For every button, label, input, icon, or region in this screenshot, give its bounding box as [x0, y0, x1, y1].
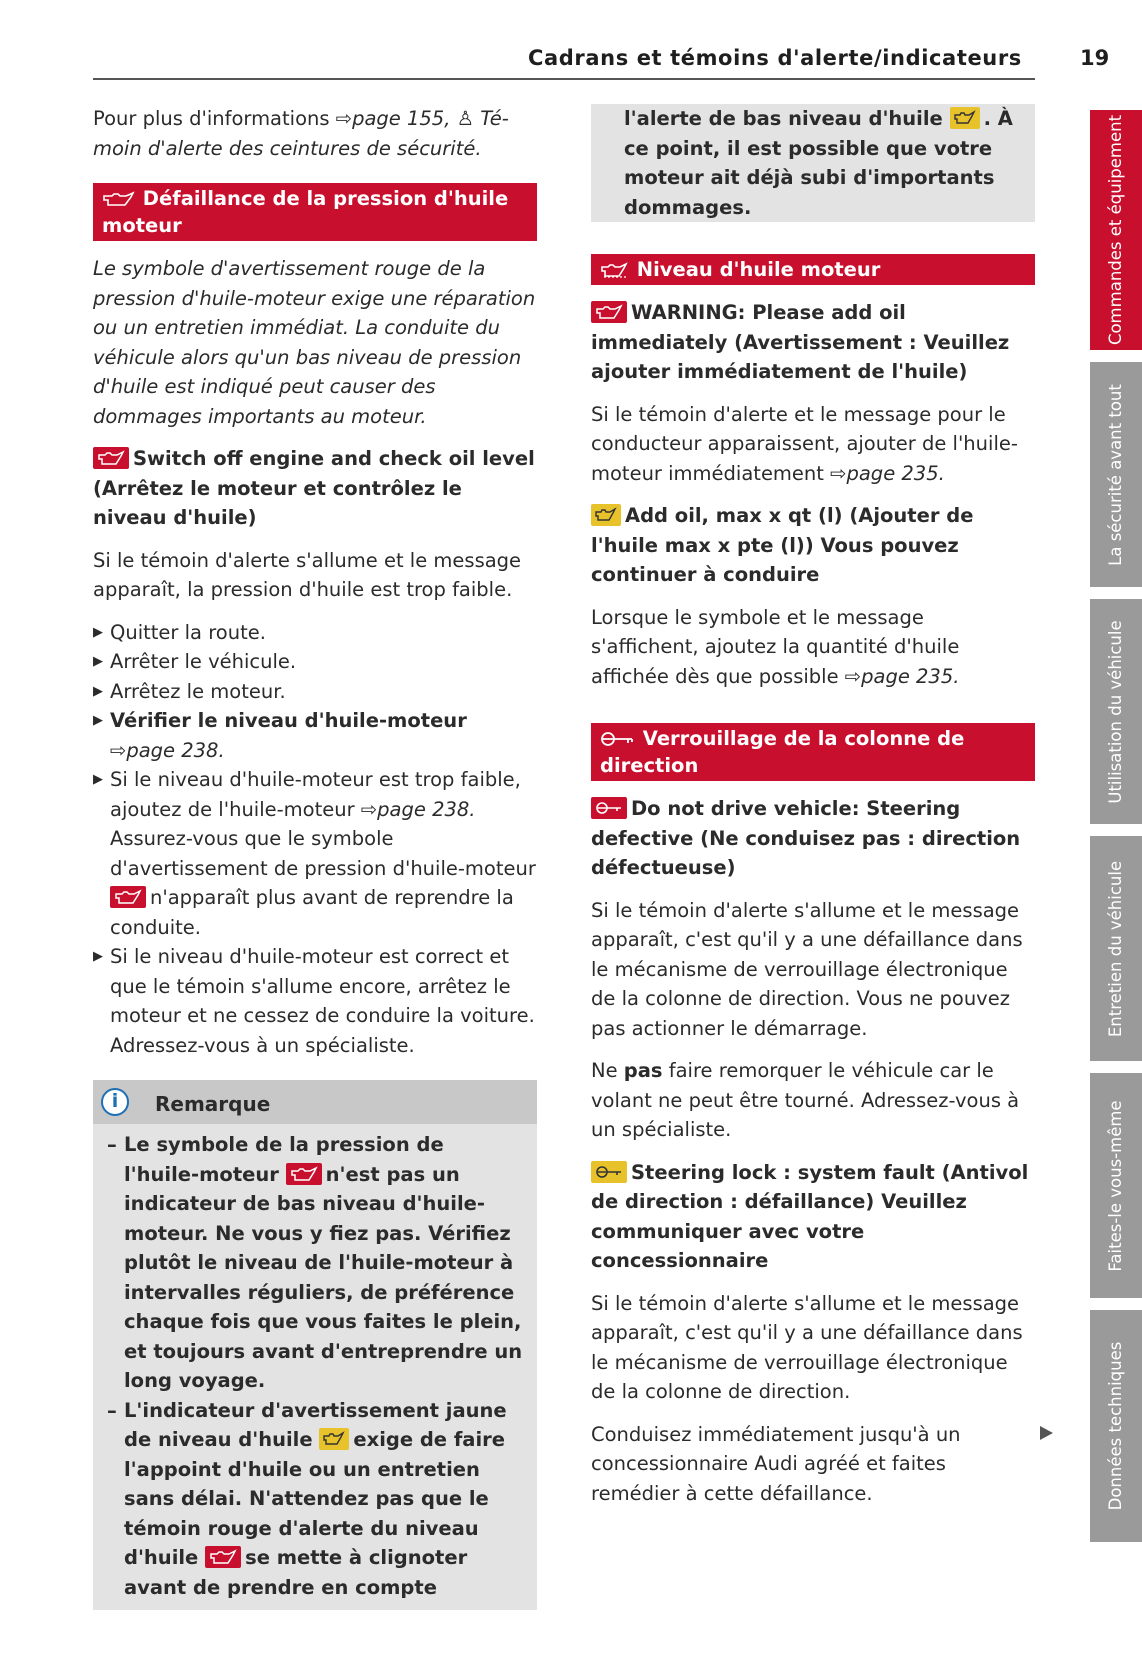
oil-level-yellow-icon	[591, 504, 621, 526]
list-item: ▶ Quitter la route.	[93, 620, 266, 644]
note-body	[93, 1124, 537, 1610]
section-heading-steering-lock: Verrouillage de la colonne de direction	[591, 723, 1035, 781]
message-steering-defective-desc: Si le témoin d'alerte s'allume et le message apparaît, c'est qu'il y a une défaillance dans le mécanisme de verrouillage électronique de la colonne de direction. Vous ne pouvez pas actionner le démarrage.	[591, 898, 1023, 1040]
note-continuation: l'alerte de bas niveau d'huile . À ce point, il est possible que votre moteur ait déjà subi d'importants dommages.	[591, 104, 1035, 222]
message-add-oil-desc: Si le témoin d'alerte et le message pour le conducteur apparaissent, ajouter de l'huile-moteur immédiatement ⇨page 235.	[591, 402, 1018, 485]
note-header	[93, 1080, 537, 1124]
steering-lock-red-icon	[591, 797, 627, 819]
message-add-oil-max-desc: Lorsque le symbole et le message s'affichent, ajoutez la quantité d'huile affichée dès que possible ⇨page 235.	[591, 605, 960, 688]
seatbelt-icon: ♙	[456, 107, 475, 130]
message-steering-lock-fault-action: Conduisez immédiatement jusqu'à un concessionnaire Audi agréé et faites remédier à cette défaillance.	[591, 1422, 961, 1505]
arrow-ref-icon: ⇨	[110, 738, 127, 762]
list-item: ▶ Arrêter le véhicule.	[93, 650, 297, 673]
oil-pressure-warning-icon	[93, 447, 129, 469]
tab-utilisation[interactable]: Utilisation du véhicule	[1090, 599, 1142, 824]
right-column	[591, 104, 1035, 1521]
tab-entretien[interactable]: Entretien du véhicule	[1090, 836, 1142, 1061]
tab-securite[interactable]: La sécurité avant tout	[1090, 362, 1142, 587]
oil-level-yellow-icon	[950, 107, 980, 129]
tab-donnees[interactable]: Données techniques	[1090, 1310, 1142, 1542]
message-oil-pressure-desc: Si le témoin d'alerte s'allume et le message apparaît, la pression d'huile est trop faible.	[93, 548, 522, 601]
section1-description: Le symbole d'avertissement rouge de la pression d'huile-moteur exige une réparation ou un entretien immédiat. La conduite du véhicule alors qu'un bas niveau de pression d'huile est indiqué peut causer des dommages importants au moteur.	[93, 257, 536, 428]
message-steering-tow-note: Ne pas faire remorquer le véhicule car le volant ne peut être tourné. Adressez-vous à un spécialiste.	[591, 1059, 1020, 1141]
oil-pressure-warning-icon	[286, 1163, 322, 1185]
list-item: ▶ Arrêtez le moteur.	[93, 679, 286, 703]
page-ref-link[interactable]: page 235.	[846, 461, 945, 485]
steering-lock-yellow-icon	[591, 1161, 627, 1183]
left-column	[93, 104, 537, 1610]
message-oil-pressure: Switch off engine and check oil level (Arrêtez le moteur et contrôlez le niveau d'huile)	[93, 447, 535, 529]
info-icon: i	[101, 1088, 129, 1116]
arrow-ref-icon: ⇨	[360, 797, 378, 821]
list-item: ▶ Si le niveau d'huile-moteur est trop faible, ajoutez de l'huile-moteur ⇨page 238. Assurez-vous que le symbole d'avertissement de pression d'huile-moteur n'apparaît plus avant de reprendre la conduite.	[93, 768, 536, 939]
oil-level-red-icon	[205, 1546, 241, 1568]
list-item: ▶ Vérifier le niveau d'huile-moteur ⇨page 238.	[93, 709, 467, 762]
message-steering-lock-fault: Steering lock : system fault (Antivol de direction : défaillance) Veuillez communiquer avec votre concessionnaire	[591, 1160, 1029, 1272]
arrow-ref-icon: ⇨	[844, 664, 862, 688]
note-title: Remarque	[155, 1092, 271, 1116]
next-page-arrow-icon	[1040, 1426, 1053, 1440]
page-header-title: Cadrans et témoins d'alerte/indicateurs	[528, 46, 1022, 70]
tab-commandes[interactable]: Commandes et équipement	[1090, 110, 1142, 350]
page-number: 19	[1080, 46, 1110, 70]
message-steering-defective: Do not drive vehicle: Steering defective (Ne conduisez pas : direction défectueuse)	[591, 797, 1021, 879]
page-ref-link[interactable]: page 155,	[352, 107, 451, 130]
tab-faites-le[interactable]: Faites-le vous-même	[1090, 1073, 1142, 1298]
message-add-oil-immediately: WARNING: Please add oil immediately (Avertissement : Veuillez ajouter immédiatement de l'huile)	[591, 301, 1010, 383]
page-ref-link[interactable]: page 235.	[861, 664, 960, 688]
oil-pressure-warning-icon	[110, 886, 146, 908]
page-ref-link[interactable]: page 238.	[377, 797, 476, 821]
list-item: ▶ Si le niveau d'huile-moteur est correct et que le témoin s'allume encore, arrêtez le moteur et ne cessez de conduire la voiture. Adressez-vous à un spécialiste.	[93, 945, 535, 1057]
header-divider	[93, 78, 1035, 80]
message-add-oil-max: Add oil, max x qt (l) (Ajouter de l'huile max x pte (l)) Vous pouvez continuer à conduire	[591, 504, 974, 586]
message-steering-lock-fault-desc: Si le témoin d'alerte s'allume et le message apparaît, c'est qu'il y a une défaillance dans le mécanisme de verrouillage électronique de la colonne de direction.	[591, 1291, 1023, 1403]
oil-can-icon	[102, 187, 143, 210]
arrow-ref-icon: ⇨	[830, 461, 847, 485]
oil-level-icon	[600, 258, 630, 281]
note-box	[93, 1080, 537, 1610]
oil-level-red-icon	[591, 301, 627, 323]
note-item: – Le symbole de la pression de l'huile-moteur n'est pas un indicateur de bas niveau d'huile-moteur. Ne vous y fiez pas. Vérifiez plutôt le niveau de l'huile-moteur à intervalles réguliers, de préférence chaque fois que vous faites le plein, et toujours avant d'entreprendre un long voyage.	[107, 1133, 523, 1392]
section-heading-oil-level: Niveau d'huile moteur	[591, 254, 1035, 285]
oil-level-yellow-icon	[319, 1428, 349, 1450]
action-list	[93, 618, 537, 1061]
page-ref-link[interactable]: page 238.	[126, 738, 225, 762]
arrow-ref-icon: ⇨	[335, 107, 353, 130]
steering-lock-icon	[600, 727, 636, 750]
intro-paragraph: Pour plus d'informations ⇨page 155, ♙ Té-moin d'alerte des ceintures de sécurité.	[93, 107, 509, 160]
note-item: – L'indicateur d'avertissement jaune de niveau d'huile exige de faire l'appoint d'huile ou un entretien sans délai. N'attendez pas que le témoin rouge d'alerte du niveau d'huile se mette à clignoter avant de prendre en compte	[107, 1398, 507, 1599]
section-heading-oil-pressure: Défaillance de la pression d'huile moteur	[93, 183, 537, 241]
